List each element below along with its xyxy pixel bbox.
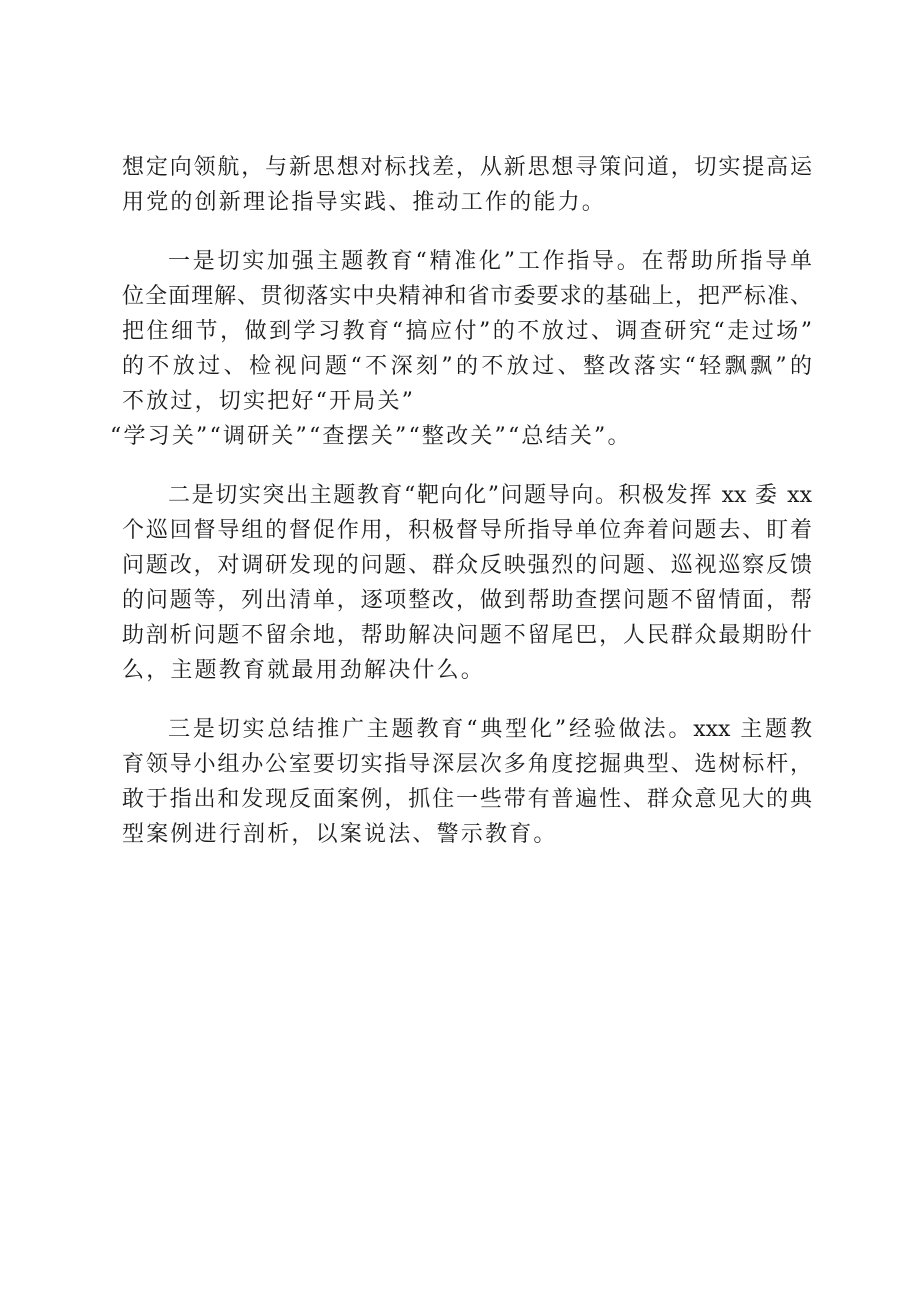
text-line: 想定向领航，与新思想对标找差，从新思想寻策问道，切实提高运 bbox=[122, 155, 812, 180]
text-line: 型案例进行剖析，以案说法、警示教育。 bbox=[122, 822, 558, 847]
text-line: 二是切实突出主题教育“靶向化”问题导向。积极发挥 xx 委 xx bbox=[168, 483, 812, 508]
text-line: 位全面理解、贯彻落实中央精神和省市委要求的基础上，把严标准、 bbox=[122, 284, 812, 309]
text-line: 育领导小组办公室要切实指导深层次多角度挖掘典型、选树标杆， bbox=[122, 752, 812, 777]
text-line: 个巡回督导组的督促作用，积极督导所指导单位奔着问题去、盯着 bbox=[122, 518, 812, 543]
text-line: 么，主题教育就最用劲解决什么。 bbox=[122, 658, 486, 683]
text-line: 敢于指出和发现反面案例，抓住一些带有普遍性、群众意见大的典 bbox=[122, 787, 812, 812]
text-line: 三是切实总结推广主题教育“典型化”经验做法。xxx 主题教 bbox=[168, 717, 812, 742]
text-line: 把住细节，做到学习教育“搞应付”的不放过、调查研究“走过场” bbox=[122, 319, 812, 344]
paragraph-3 bbox=[122, 478, 812, 688]
document-page bbox=[110, 150, 812, 852]
text-line: “学习关”“调研关”“查摆关”“整改关”“总结关”。 bbox=[110, 424, 632, 449]
text-line: 的问题等，列出清单，逐项整改，做到帮助查摆问题不留情面，帮 bbox=[122, 588, 812, 613]
text-line: 助剖析问题不留余地，帮助解决问题不留尾巴，人民群众最期盼什 bbox=[122, 623, 812, 648]
text-line: 问题改，对调研发现的问题、群众反映强烈的问题、巡视巡察反馈 bbox=[122, 553, 812, 578]
paragraph-2 bbox=[110, 244, 812, 454]
text-line: 不放过，切实把好“开局关” bbox=[122, 389, 416, 414]
paragraph-4 bbox=[122, 712, 812, 852]
text-line: 的不放过、检视问题“不深刻”的不放过、整改落实“轻飘飘”的 bbox=[122, 354, 812, 379]
paragraph-1 bbox=[122, 150, 812, 220]
text-line: 用党的创新理论指导实践、推动工作的能力。 bbox=[122, 190, 607, 215]
text-line: 一是切实加强主题教育“精准化”工作指导。在帮助所指导单 bbox=[168, 249, 812, 274]
